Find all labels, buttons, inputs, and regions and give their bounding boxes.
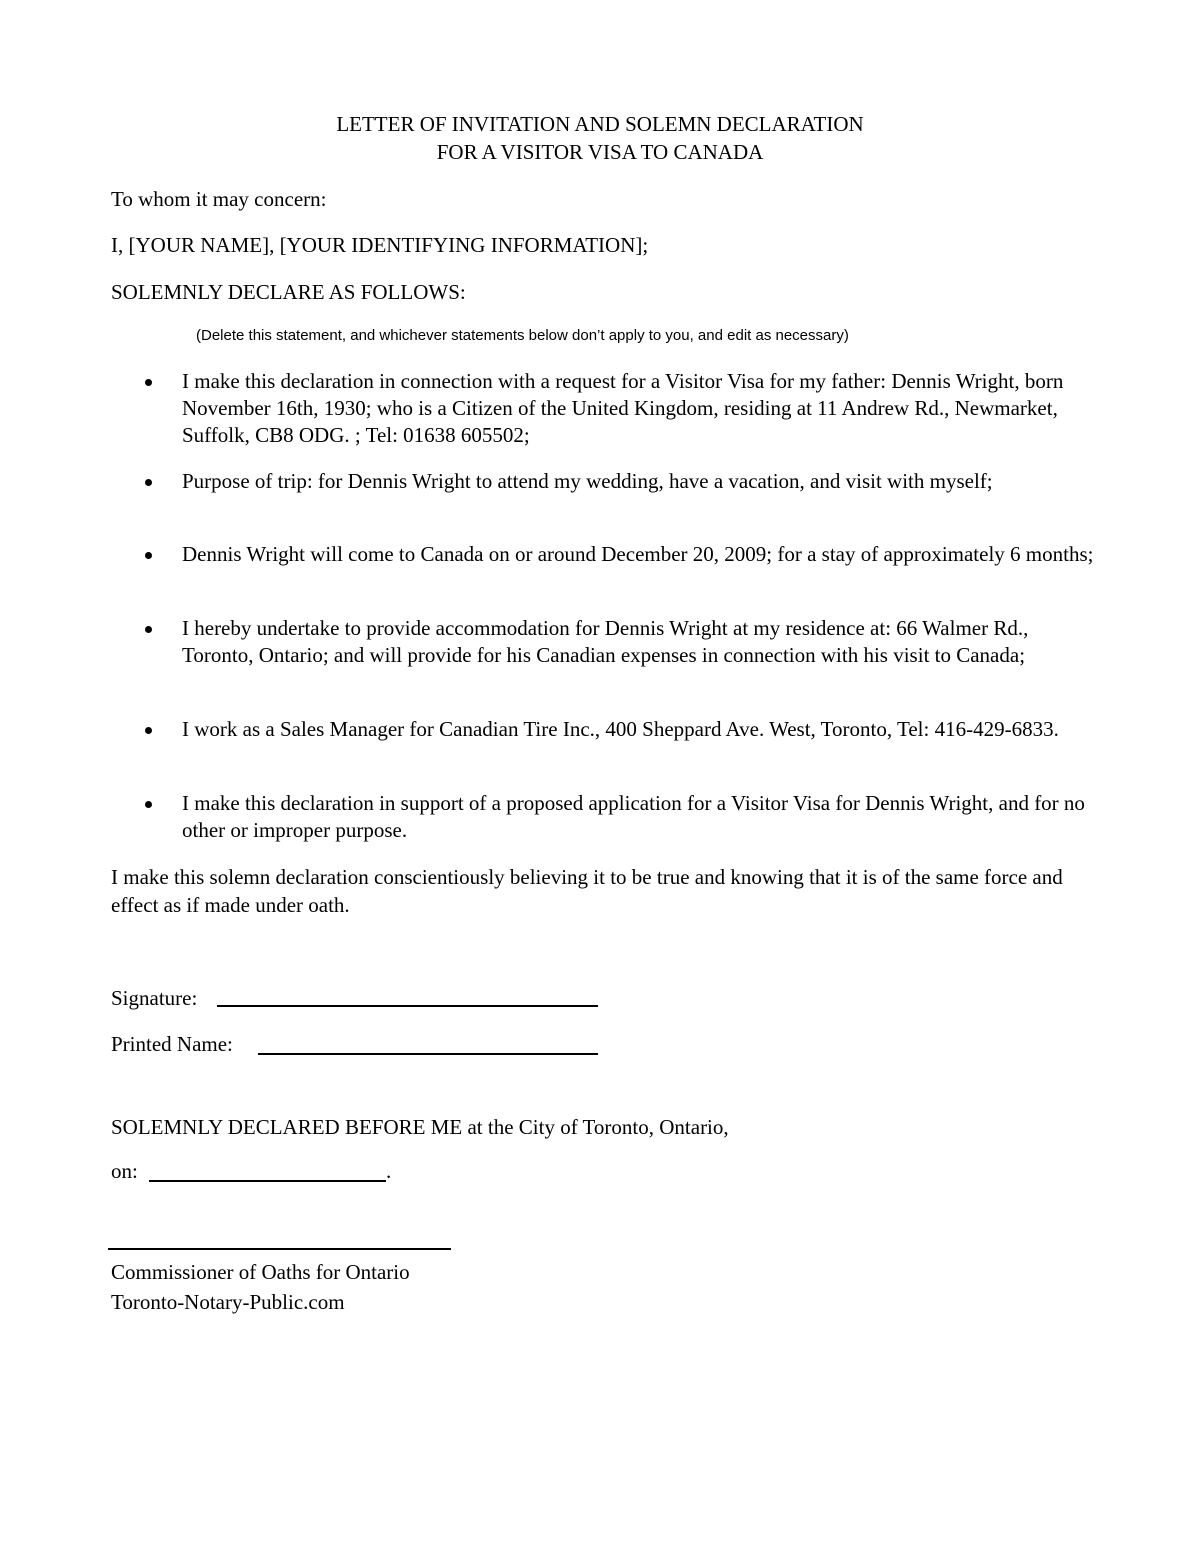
bullet-icon (145, 379, 152, 386)
commissioner-title: Commissioner of Oaths for Ontario (111, 1260, 410, 1284)
commissioner-signature-line[interactable] (108, 1248, 451, 1250)
list-item-text: I work as a Sales Manager for Canadian Tire Inc., 400 Sheppard Ave. West, Toronto, Tel: 416-429-6833. (182, 717, 1059, 741)
on-label: on: (111, 1159, 138, 1183)
declare-heading: SOLEMNLY DECLARE AS FOLLOWS: (111, 280, 466, 304)
salutation: To whom it may concern: (111, 187, 327, 211)
closing-statement: I make this solemn declaration conscientiously believing it to be true and knowing that it is of the same force and effect as if made under oath. (111, 865, 1063, 917)
date-line[interactable] (149, 1180, 386, 1182)
instruction-note: (Delete this statement, and whichever statements below don’t apply to you, and edit as necessary) (196, 327, 849, 344)
bullet-icon (145, 479, 152, 486)
bullet-icon (145, 552, 152, 559)
printed-name-line[interactable] (258, 1053, 598, 1055)
date-line-period: . (386, 1159, 392, 1183)
list-item-text: I make this declaration in connection with a request for a Visitor Visa for my father: Dennis Wright, born November 16th, 1930; who is a Citizen of the United Kingdom, residing at 11 Andrew Rd., Newmarket, Suffolk, CB8 ODG. ; Tel: 01638 605502; (182, 369, 1064, 447)
list-item-text: Dennis Wright will come to Canada on or around December 20, 2009; for a stay of approximately 6 months; (182, 542, 1094, 566)
title-line-2: FOR A VISITOR VISA TO CANADA (436, 140, 764, 164)
title-line-1: LETTER OF INVITATION AND SOLEMN DECLARATION (336, 112, 864, 136)
signature-line[interactable] (217, 1005, 598, 1007)
bullet-icon (145, 626, 152, 633)
bullet-icon (145, 727, 152, 734)
bullet-icon (145, 801, 152, 808)
declarant-line: I, [YOUR NAME], [YOUR IDENTIFYING INFORMATION]; (111, 233, 649, 257)
printed-name-label: Printed Name: (111, 1032, 233, 1056)
list-item-text: Purpose of trip: for Dennis Wright to attend my wedding, have a vacation, and visit with myself; (182, 469, 993, 493)
list-item-text: I make this declaration in support of a proposed application for a Visitor Visa for Dennis Wright, and for no other or improper purpose. (182, 791, 1085, 842)
declared-before-text: SOLEMNLY DECLARED BEFORE ME at the City of Toronto, Ontario, (111, 1115, 729, 1139)
signature-label: Signature: (111, 986, 198, 1010)
website-text: Toronto-Notary-Public.com (111, 1290, 345, 1314)
list-item-text: I hereby undertake to provide accommodation for Dennis Wright at my residence at: 66 Walmer Rd., Toronto, Ontario; and will provide for his Canadian expenses in connection with his visit to Canada; (182, 616, 1029, 667)
